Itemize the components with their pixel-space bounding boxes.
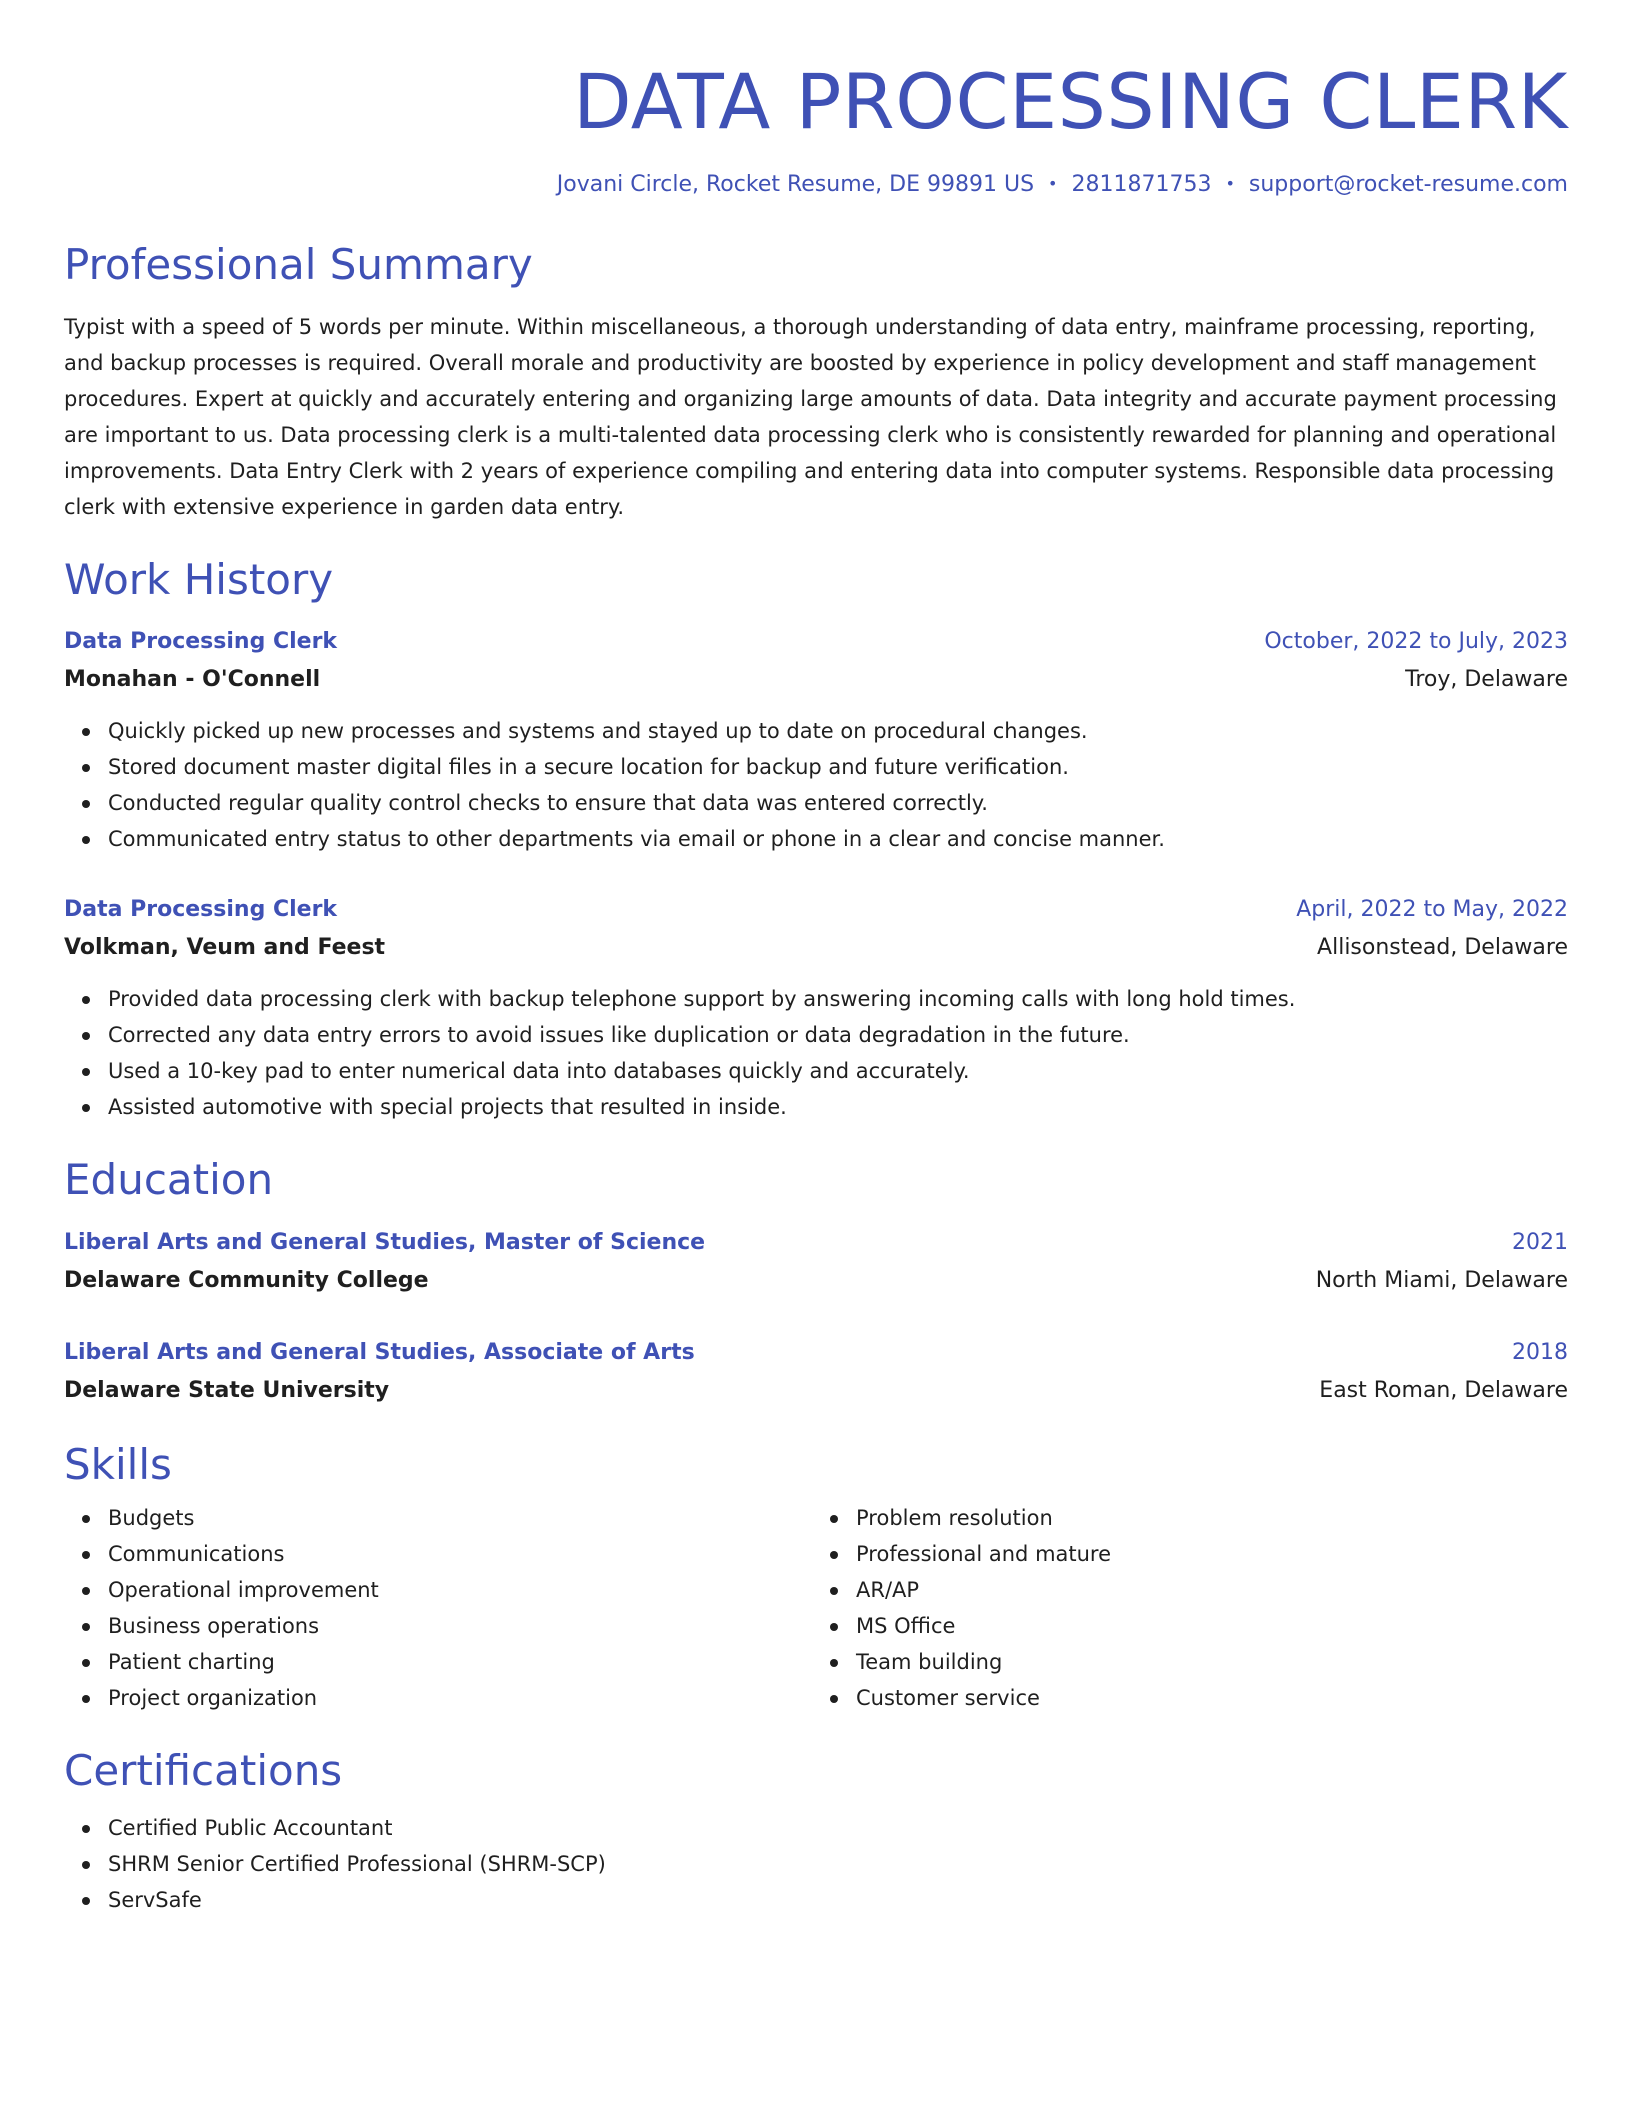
skill-item: Budgets <box>108 1500 816 1536</box>
skills-section <box>64 1440 1568 1716</box>
job-location: Troy, Delaware <box>1405 667 1568 693</box>
skill-item: Project organization <box>108 1680 816 1716</box>
education-year: 2018 <box>1512 1339 1568 1365</box>
skill-item: MS Office <box>856 1608 1568 1644</box>
job-location: Allisonstead, Delaware <box>1317 935 1568 961</box>
job-employer: Volkman, Veum and Feest <box>64 935 386 961</box>
job-dates: October, 2022 to July, 2023 <box>1264 629 1568 655</box>
certification-item: ServSafe <box>108 1882 1568 1918</box>
job-bullet: Corrected any data entry errors to avoid issues like duplication or data degradation in the future. <box>108 1017 1568 1053</box>
job-bullet: Used a 10-key pad to enter numerical data into databases quickly and accurately. <box>108 1053 1568 1089</box>
skill-item: Team building <box>856 1644 1568 1680</box>
candidate-title: DATA PROCESSING CLERK <box>573 57 1568 146</box>
skill-item: Business operations <box>108 1608 816 1644</box>
certification-item: SHRM Senior Certified Professional (SHRM-SCP) <box>108 1846 1568 1882</box>
education-school: Delaware State University <box>64 1377 390 1403</box>
job-dates: April, 2022 to May, 2022 <box>1296 897 1568 923</box>
job-entry <box>64 623 1568 857</box>
skills-list-left <box>64 1500 816 1716</box>
summary-heading: Professional Summary <box>64 240 533 290</box>
job-bullet: Provided data processing clerk with backup telephone support by answering incoming calls with long hold times. <box>108 981 1568 1017</box>
job-bullet: Stored document master digital files in a secure location for backup and future verification. <box>108 749 1568 785</box>
job-role: Data Processing Clerk <box>64 629 338 655</box>
summary-text: Typist with a speed of 5 words per minute. Within miscellaneous, a thorough understanding of data entry, mainframe processing, reporting, and backup processes is required. Overall morale and productivity are boosted by experience in policy development and staff management procedures. Expert at quickly and accurately entering and organizing large amounts of data. Data integrity and accurate payment processing are important to us. Data processing clerk is a multi-talented data processing clerk who is consistently rewarded for planning and operational improvements. Data Entry Clerk with 2 years of experience compiling and entering data into computer systems. Responsible data processing clerk with extensive experience in garden data entry. <box>64 314 1557 519</box>
education-location: North Miami, Delaware <box>1315 1267 1568 1293</box>
skills-heading: Skills <box>64 1439 172 1489</box>
education-school: Delaware Community College <box>64 1267 429 1293</box>
job-role: Data Processing Clerk <box>64 897 338 923</box>
job-bullets <box>64 981 1568 1125</box>
contact-address: Jovani Circle, Rocket Resume, DE 99891 US <box>556 172 1035 197</box>
contact-phone: 2811871753 <box>1071 172 1212 197</box>
education-degree: Liberal Arts and General Studies, Master of Science <box>64 1229 706 1255</box>
certifications-section <box>64 1746 1568 1918</box>
skill-item: AR/AP <box>856 1572 1568 1608</box>
education-entry <box>64 1224 1568 1300</box>
job-bullet: Quickly picked up new processes and systems and stayed up to date on procedural changes. <box>108 713 1568 749</box>
skill-item: Professional and mature <box>856 1536 1568 1572</box>
skill-item: Communications <box>108 1536 816 1572</box>
contact-line <box>64 172 1568 198</box>
education-heading: Education <box>64 1155 274 1205</box>
contact-email: support@rocket-resume.com <box>1248 172 1568 197</box>
skills-list-right <box>816 1500 1568 1716</box>
certifications-heading: Certifications <box>64 1745 343 1795</box>
job-bullet: Assisted automotive with special projects that resulted in inside. <box>108 1089 1568 1125</box>
education-section <box>64 1155 1568 1409</box>
job-entry <box>64 891 1568 1125</box>
skill-item: Problem resolution <box>856 1500 1568 1536</box>
education-year: 2021 <box>1512 1229 1568 1255</box>
job-bullets <box>64 713 1568 857</box>
education-degree: Liberal Arts and General Studies, Associate of Arts <box>64 1339 695 1365</box>
certifications-list <box>64 1810 1568 1918</box>
education-location: East Roman, Delaware <box>1319 1377 1568 1403</box>
work-history-heading: Work History <box>64 554 334 604</box>
contact-separator: • <box>1225 174 1235 193</box>
job-employer: Monahan - O'Connell <box>64 667 321 693</box>
skill-item: Customer service <box>856 1680 1568 1716</box>
skill-item: Operational improvement <box>108 1572 816 1608</box>
job-bullet: Communicated entry status to other departments via email or phone in a clear and concise manner. <box>108 821 1568 857</box>
skills-grid <box>64 1500 1568 1716</box>
education-entry <box>64 1334 1568 1410</box>
contact-separator: • <box>1048 174 1058 193</box>
certification-item: Certified Public Accountant <box>108 1810 1568 1846</box>
job-bullet: Conducted regular quality control checks to ensure that data was entered correctly. <box>108 785 1568 821</box>
skill-item: Patient charting <box>108 1644 816 1680</box>
work-history-section <box>64 555 1568 1125</box>
